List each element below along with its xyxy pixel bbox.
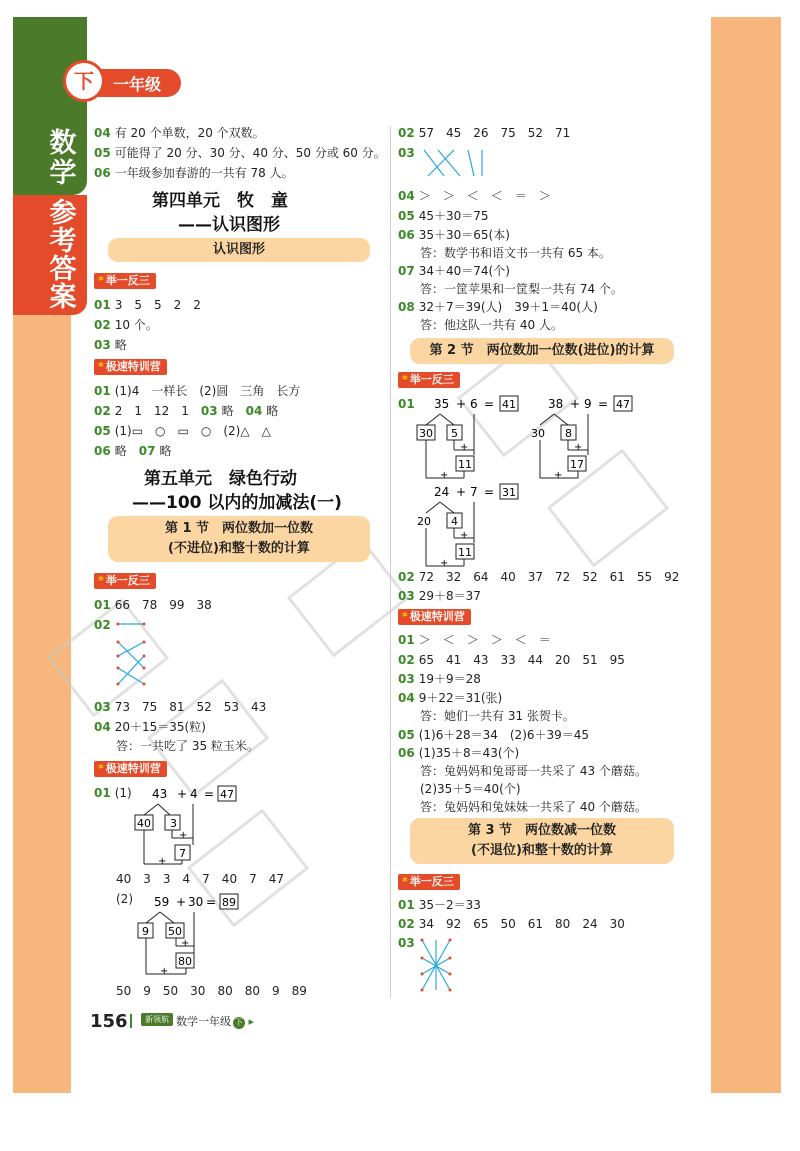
arrow-icon: ▸ [248,1015,255,1028]
svg-text:9: 9 [142,925,149,938]
training-tag: * 极速特训营 [398,609,471,625]
grade-badge [63,60,183,104]
section-char-1: 参 [49,198,77,229]
publisher-logo: 新领航 [141,1013,173,1026]
column-divider [390,126,391,998]
svg-text:8: 8 [565,427,572,440]
svg-text:5: 5 [451,427,458,440]
answer-line: 答：数学书和语文书一共有 65 本。 [420,246,611,260]
answer-line: 答：一共吃了 35 粒玉米。 [116,739,259,753]
answer-line: 40 3 3 4 7 40 7 47 [116,872,284,886]
practice-tag: * 举一反三 [398,874,460,890]
subject-char-2: 学 [49,158,77,189]
svg-text:+: + [460,442,469,453]
section-char-2: 考 [49,226,77,257]
answer-line: 05 45＋30＝75 [398,209,489,223]
answer-line: 02 34 92 65 50 61 80 24 30 [398,917,625,931]
practice-tag: * 举一反三 [398,372,460,388]
svg-text:38: 38 [548,397,564,411]
answer-line: 答：兔妈妈和兔哥哥一共采了 43 个蘑菇。 [420,764,647,778]
section-pill: 第 3 节 两位数减一位数 (不退位)和整十数的计算 [410,818,674,864]
svg-text:+: + [460,530,469,541]
svg-text:41: 41 [502,398,516,411]
svg-text:+: + [158,856,167,867]
svg-text:+: + [456,397,467,411]
svg-text:=: = [204,787,215,801]
svg-text:40: 40 [137,817,151,830]
subject-char-1: 数 [49,128,77,159]
answer-line: 05 (1)▭ ○ ▭ ○ (2)△ △ [94,424,271,438]
grade-circle: 下 [63,60,105,102]
svg-text:3: 3 [170,817,177,830]
svg-text:11: 11 [458,546,472,559]
answer-line: 01 35－2＝33 [398,898,481,912]
svg-text:30: 30 [188,895,204,909]
answer-line: 02 57 45 26 75 52 71 [398,126,571,140]
svg-text:47: 47 [616,398,630,411]
calc-diagram [528,392,638,482]
calc-diagram [412,480,522,570]
svg-text:35: 35 [434,397,450,411]
section-char-4: 案 [49,282,77,313]
svg-text:7: 7 [179,847,186,860]
unit4-subtitle: ——认识图形 [178,215,280,235]
svg-text:4: 4 [190,787,198,801]
svg-text:7: 7 [470,485,478,499]
answer-line: 50 9 50 30 80 80 9 89 [116,984,307,998]
svg-text:+: + [554,470,563,481]
svg-text:+: + [179,830,188,841]
unit5-subtitle: ——100 以内的加减法(一) [132,493,342,513]
calc-diagram [130,782,250,870]
training-tag: * 极速特训营 [94,359,167,375]
practice-tag: * 举一反三 [94,273,156,289]
answer-line: 08 32＋7＝39(人) 39＋1＝40(人) [398,300,598,314]
svg-text:30: 30 [419,427,433,440]
svg-text:+: + [160,966,169,977]
svg-text:89: 89 [222,896,236,909]
answer-line: 03 73 75 81 52 53 43 [94,700,267,714]
answer-line: 03 [398,146,415,160]
svg-text:4: 4 [451,515,458,528]
answer-line: 03 29＋8＝37 [398,589,481,603]
calc-diagram [136,890,256,980]
svg-text:17: 17 [570,458,584,471]
subject-tab [13,17,87,195]
book-title: 数学一年级 下 ▸ [176,1015,255,1028]
svg-text:59: 59 [154,895,170,909]
svg-text:9: 9 [584,397,592,411]
answer-line: 06 一年级参加春游的一共有 78 人。 [94,166,294,180]
grade-label: 一年级 [113,75,162,94]
answer-line: 01 (1) [94,786,132,800]
answer-line: 01 ＞ ＜ ＞ ＞ ＜ ＝ [398,633,551,647]
answer-line: 01 3 5 5 2 2 [94,298,201,312]
answer-line: 答：他这队一共有 40 人。 [420,318,563,332]
answer-line: 05 可能得了 20 分、30 分、40 分、50 分或 60 分。 [94,146,386,160]
svg-text:=: = [598,397,609,411]
svg-text:30: 30 [531,427,545,440]
answer-line: 04 有 20 个单数，20 个双数。 [94,126,265,140]
svg-text:+: + [176,895,187,909]
answer-line: 01 [398,397,415,411]
answer-line: 01 66 78 99 38 [94,598,212,612]
answer-line: 01 (1)4 一样长 (2)圆 三角 长方 [94,384,301,398]
svg-text:+: + [570,397,581,411]
svg-text:24: 24 [434,485,450,499]
svg-text:6: 6 [470,397,478,411]
svg-text:+: + [440,558,449,569]
answer-line: 02 10 个。 [94,318,158,332]
svg-text:31: 31 [502,486,516,499]
answer-line: 06 略 07 略 [94,444,172,458]
svg-text:11: 11 [458,458,472,471]
matching-lines-figure [418,936,454,994]
answer-line: 答：兔妈妈和兔妹妹一共采了 40 个蘑菇。 [420,800,647,814]
training-tag: * 极速特训营 [94,761,167,777]
svg-text:+: + [456,485,467,499]
answer-line: 04 ＞ ＞ ＜ ＜ ＝ ＞ [398,189,551,203]
answer-line: 06 (1)35＋8＝43(个) [398,746,520,760]
section-char-3: 答 [49,254,77,285]
answer-line: 03 [398,936,415,950]
svg-text:=: = [206,895,217,909]
svg-text:+: + [181,938,190,949]
topic-pill: 认识图形 [108,238,370,262]
answer-line: 02 65 41 43 33 44 20 51 95 [398,653,625,667]
answer-line: 07 34＋40＝74(个) [398,264,510,278]
matching-lines-figure [114,620,154,692]
svg-text:+: + [440,470,449,481]
svg-text:47: 47 [220,788,234,801]
svg-text:50: 50 [168,925,182,938]
answer-line: 02 [94,618,111,632]
answer-line: 03 19＋9＝28 [398,672,481,686]
section-pill: 第 1 节 两位数加一位数 (不进位)和整十数的计算 [108,516,370,562]
svg-text:=: = [484,485,495,499]
unit4-title: 第四单元 牧 童 [152,191,288,211]
svg-text:=: = [484,397,495,411]
answer-line: 答：她们一共有 31 张贺卡。 [420,709,575,723]
section-tab [13,195,87,315]
svg-text:+: + [177,787,188,801]
page-number: 156 [90,1011,128,1032]
svg-text:+: + [574,442,583,453]
section-pill: 第 2 节 两位数加一位数(进位)的计算 [410,338,674,364]
answer-line: (2) [116,892,133,906]
answer-line: 03 略 [94,338,127,352]
answer-line: 04 9＋22＝31(张) [398,691,503,705]
diagram-a: 43 [152,787,168,801]
answer-line: 02 72 32 64 40 37 72 52 61 55 92 [398,570,680,584]
answer-line: (2)35＋5＝40(个) [420,782,521,796]
answer-line: 04 20＋15＝35(粒) [94,720,206,734]
answer-line: 答：一筐苹果和一筐梨一共有 74 个。 [420,282,623,296]
right-margin-band [711,17,781,1093]
svg-text:80: 80 [178,955,192,968]
matching-lines-figure [420,146,490,180]
calc-diagram [412,392,522,482]
practice-tag: * 举一反三 [94,573,156,589]
svg-text:20: 20 [417,515,431,528]
grade-badge-small: 下 [235,1018,243,1027]
unit5-title: 第五单元 绿色行动 [144,469,297,489]
answer-line: 05 (1)6＋28＝34 (2)6＋39＝45 [398,728,590,742]
answer-line: 06 35＋30＝65(本) [398,228,510,242]
answer-line: 02 2 1 12 1 03 略 04 略 [94,404,279,418]
